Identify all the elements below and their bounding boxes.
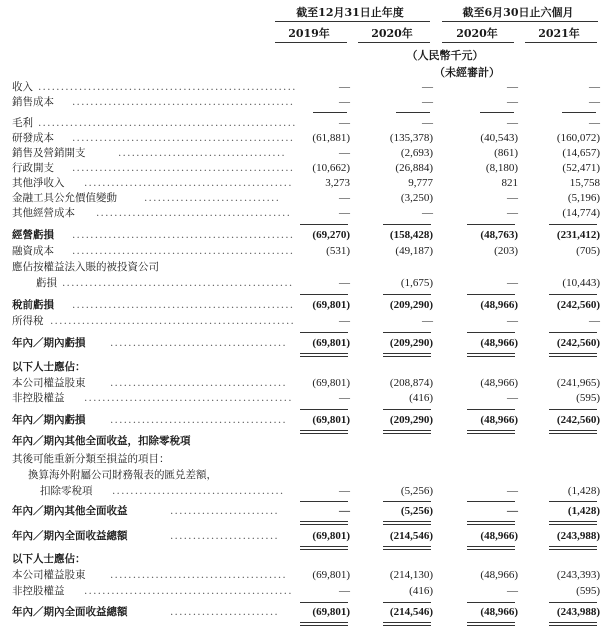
total-double-rule	[383, 521, 431, 525]
value-cell: (5,196)	[567, 192, 600, 204]
header-col-rule-1	[275, 42, 347, 43]
row-income-tax	[0, 314, 606, 329]
value-cell: (242,560)	[556, 299, 600, 311]
subtotal-rule	[300, 294, 348, 295]
row-fv-change	[0, 191, 606, 206]
value-cell: (3,250)	[400, 192, 433, 204]
value-cell: (69,270)	[312, 229, 350, 241]
value-cell: —	[422, 207, 433, 219]
leader-dots: ..............................................	[84, 585, 293, 597]
value-cell: (1,428)	[567, 505, 600, 517]
leader-dots: .......................................	[110, 377, 287, 389]
row-admin	[0, 161, 606, 176]
leader-dots: .................................................	[72, 245, 295, 257]
value-cell: —	[339, 207, 350, 219]
row-label: 扣除零稅項	[40, 485, 93, 497]
row-finance-cost	[0, 244, 606, 259]
subtotal-rule	[467, 409, 515, 410]
leader-dots: .......................................	[110, 569, 287, 581]
value-cell: (416)	[409, 585, 433, 597]
total-double-rule	[467, 622, 515, 626]
leader-dots: ..............................................	[84, 392, 293, 404]
value-cell: (1,675)	[400, 277, 433, 289]
row-label: 年內／期內虧損	[12, 337, 86, 349]
value-cell: (14,657)	[562, 147, 600, 159]
header-rule-right	[442, 21, 598, 22]
value-cell: —	[339, 147, 350, 159]
value-cell: (231,412)	[556, 229, 600, 241]
value-cell: —	[507, 277, 518, 289]
row-fx-line2	[0, 484, 606, 499]
value-cell: (243,393)	[556, 569, 600, 581]
total-double-rule	[549, 622, 597, 626]
unit-label: （人民幣千元）	[406, 49, 484, 62]
value-cell: (48,966)	[480, 299, 518, 311]
value-cell: (8,180)	[485, 162, 518, 174]
row-nci	[0, 391, 606, 406]
subtotal-rule	[396, 112, 430, 113]
value-cell: —	[589, 117, 600, 129]
value-cell: —	[507, 585, 518, 597]
value-cell: —	[507, 315, 518, 327]
value-cell: (10,443)	[562, 277, 600, 289]
subtotal-rule	[383, 332, 431, 333]
subtotal-rule	[480, 112, 514, 113]
leader-dots: ......................................	[112, 485, 285, 497]
row-pretax-loss	[0, 298, 606, 313]
header-group-year: 截至12月31日止年度	[296, 6, 404, 19]
value-cell: —	[589, 96, 600, 108]
row-label: 銷售成本	[12, 96, 54, 108]
leader-dots: ..............................................	[84, 177, 293, 189]
row-other-opex	[0, 206, 606, 221]
subtotal-rule	[383, 294, 431, 295]
header-col-2021-half: 2021年	[538, 27, 580, 40]
value-cell: (48,966)	[480, 569, 518, 581]
row-equity-holders	[0, 376, 606, 391]
value-cell: —	[507, 505, 518, 517]
leader-dots: ...................................................	[62, 277, 294, 289]
section-subheading: 其後可能重新分類至損益的項目：	[12, 453, 170, 465]
unaudited-label: （未經審計）	[434, 66, 500, 79]
row-label: 年內／期內虧損	[12, 414, 86, 426]
value-cell: —	[339, 117, 350, 129]
row-equity-invest-line1	[0, 260, 606, 275]
value-cell: (214,546)	[389, 530, 433, 542]
value-cell: (48,763)	[480, 229, 518, 241]
value-cell: (2,693)	[400, 147, 433, 159]
subtotal-rule	[313, 112, 347, 113]
value-cell: —	[422, 117, 433, 129]
row-selling	[0, 146, 606, 161]
subtotal-rule	[383, 501, 431, 502]
value-cell: (40,543)	[480, 132, 518, 144]
value-cell: (861)	[494, 147, 518, 159]
value-cell: (5,256)	[400, 485, 433, 497]
row-label: 融資成本	[12, 245, 54, 257]
value-cell: (5,256)	[400, 505, 433, 517]
value-cell: —	[339, 392, 350, 404]
row-label: 其他淨收入	[12, 177, 65, 189]
value-cell: (69,801)	[312, 414, 350, 426]
row-label: 虧損	[36, 277, 57, 289]
value-cell: —	[339, 585, 350, 597]
subtotal-rule	[300, 409, 348, 410]
header-col-rule-3	[442, 42, 514, 43]
leader-dots: ........................	[170, 530, 279, 542]
row-revenue	[0, 80, 606, 95]
row-gross-profit	[0, 116, 606, 131]
total-double-rule	[467, 521, 515, 525]
leader-dots: ..............................	[144, 192, 281, 204]
value-cell: (214,130)	[389, 569, 433, 581]
value-cell: —	[507, 192, 518, 204]
row-cost-of-sales	[0, 95, 606, 110]
value-cell: (242,560)	[556, 414, 600, 426]
value-cell: (203)	[494, 245, 518, 257]
row-oci-total	[0, 504, 606, 519]
row-tci-total	[0, 529, 606, 544]
total-double-rule	[467, 546, 515, 550]
subtotal-rule	[549, 332, 597, 333]
value-cell: (208,874)	[389, 377, 433, 389]
value-cell: 821	[501, 177, 518, 189]
value-cell: (48,966)	[480, 530, 518, 542]
row-label: 應佔按權益法入賬的被投資公司	[12, 261, 159, 273]
value-cell: —	[339, 315, 350, 327]
value-cell: (69,801)	[312, 377, 350, 389]
value-cell: (48,966)	[480, 414, 518, 426]
value-cell: —	[339, 485, 350, 497]
value-cell: (69,801)	[312, 569, 350, 581]
header-col-rule-4	[525, 42, 597, 43]
row-label: 行政開支	[12, 162, 54, 174]
value-cell: (243,988)	[556, 530, 600, 542]
leader-dots: .................................................	[72, 162, 295, 174]
subtotal-rule	[300, 602, 348, 603]
total-double-rule	[300, 353, 348, 357]
subtotal-rule	[549, 409, 597, 410]
value-cell: —	[339, 505, 350, 517]
row-label: 毛利	[12, 117, 33, 129]
total-double-rule	[383, 546, 431, 550]
leader-dots: .................................................	[72, 229, 295, 241]
row-label: 其他經營成本	[12, 207, 75, 219]
subtotal-rule	[467, 224, 515, 225]
row-label: 金融工具公允價值變動	[12, 192, 117, 204]
subtotal-rule	[549, 602, 597, 603]
total-double-rule	[467, 353, 515, 357]
value-cell: —	[589, 315, 600, 327]
value-cell: (10,662)	[312, 162, 350, 174]
subtotal-rule	[549, 224, 597, 225]
value-cell: (135,378)	[389, 132, 433, 144]
row-equity-holders-2	[0, 568, 606, 583]
subtotal-rule	[562, 112, 596, 113]
value-cell: (209,290)	[389, 337, 433, 349]
leader-dots: .........................................................	[38, 117, 297, 129]
value-cell: 3,273	[325, 177, 350, 189]
row-label: 非控股權益	[12, 585, 65, 597]
leader-dots: .......................................	[110, 337, 287, 349]
value-cell: (209,290)	[389, 299, 433, 311]
value-cell: (52,471)	[562, 162, 600, 174]
value-cell: (242,560)	[556, 337, 600, 349]
value-cell: (48,966)	[480, 337, 518, 349]
value-cell: (69,801)	[312, 606, 350, 618]
value-cell: —	[507, 117, 518, 129]
value-cell: (49,187)	[395, 245, 433, 257]
value-cell: —	[422, 315, 433, 327]
value-cell: (705)	[576, 245, 600, 257]
subtotal-rule	[467, 294, 515, 295]
value-cell: (69,801)	[312, 299, 350, 311]
value-cell: (69,801)	[312, 337, 350, 349]
row-equity-invest-line2	[0, 276, 606, 291]
leader-dots: .................................................	[72, 299, 295, 311]
header-group-halfyear: 截至6月30日止六個月	[462, 6, 574, 19]
row-label: 稅前虧損	[12, 299, 54, 311]
value-cell: (48,966)	[480, 377, 518, 389]
subtotal-rule	[549, 501, 597, 502]
value-cell: 15,758	[569, 177, 600, 189]
value-cell: (158,428)	[389, 229, 433, 241]
row-attributable-heading	[0, 360, 606, 375]
subtotal-rule	[383, 224, 431, 225]
row-other-income	[0, 176, 606, 191]
header-col-2020-year: 2020年	[371, 27, 413, 40]
row-op-loss	[0, 228, 606, 243]
leader-dots: .....................................	[118, 147, 286, 159]
row-label: 年內／期內全面收益總額	[12, 530, 128, 542]
row-period-loss-2	[0, 413, 606, 428]
header-col-2019: 2019年	[288, 27, 330, 40]
row-label: 所得稅	[12, 315, 44, 327]
leader-dots: ...........................................	[96, 207, 292, 219]
value-cell: (48,966)	[480, 606, 518, 618]
row-nci-2	[0, 584, 606, 599]
row-label: 收入	[12, 81, 33, 93]
total-double-rule	[549, 353, 597, 357]
leader-dots: .......................................	[110, 414, 287, 426]
leader-dots: .................................................	[72, 96, 295, 108]
row-label: 研發成本	[12, 132, 54, 144]
value-cell: —	[339, 96, 350, 108]
subtotal-rule	[300, 501, 348, 502]
value-cell: (595)	[576, 585, 600, 597]
row-label: 經營虧損	[12, 229, 54, 241]
value-cell: —	[507, 485, 518, 497]
section-heading: 年內／期內其他全面收益，扣除零稅項	[12, 435, 191, 447]
total-double-rule	[383, 622, 431, 626]
subtotal-rule	[467, 602, 515, 603]
value-cell: (241,965)	[556, 377, 600, 389]
leader-dots: .........................................................	[38, 81, 297, 93]
total-double-rule	[549, 546, 597, 550]
value-cell: (61,881)	[312, 132, 350, 144]
value-cell: (69,801)	[312, 530, 350, 542]
subtotal-rule	[383, 409, 431, 410]
value-cell: (209,290)	[389, 414, 433, 426]
value-cell: —	[422, 81, 433, 93]
total-double-rule	[549, 521, 597, 525]
row-fx-line1	[0, 468, 606, 483]
leader-dots: ........................	[170, 505, 279, 517]
subtotal-rule	[549, 294, 597, 295]
value-cell: (595)	[576, 392, 600, 404]
total-double-rule	[300, 521, 348, 525]
value-cell: —	[339, 277, 350, 289]
total-double-rule	[300, 622, 348, 626]
row-label: 銷售及營銷開支	[12, 147, 86, 159]
row-label: 年內／期內其他全面收益	[12, 505, 128, 517]
subtotal-rule	[300, 332, 348, 333]
section-heading: 以下人士應佔：	[12, 553, 86, 565]
subtotal-rule	[467, 332, 515, 333]
value-cell: (26,884)	[395, 162, 433, 174]
leader-dots: ........................	[170, 606, 279, 618]
row-attributable-heading-2	[0, 552, 606, 567]
header-rule-left	[275, 21, 430, 22]
row-tci-total-2	[0, 605, 606, 620]
row-label: 非控股權益	[12, 392, 65, 404]
header-col-2020-half: 2020年	[456, 27, 498, 40]
value-cell: —	[507, 392, 518, 404]
header-col-rule-2	[358, 42, 430, 43]
total-double-rule	[300, 546, 348, 550]
value-cell: (416)	[409, 392, 433, 404]
row-label: 本公司權益股東	[12, 569, 86, 581]
value-cell: —	[422, 96, 433, 108]
subtotal-rule	[383, 602, 431, 603]
row-rnd	[0, 131, 606, 146]
value-cell: —	[339, 192, 350, 204]
value-cell: 9,777	[408, 177, 433, 189]
leader-dots: ......................................................	[50, 315, 296, 327]
value-cell: —	[589, 81, 600, 93]
row-label: 年內／期內全面收益總額	[12, 606, 128, 618]
value-cell: (14,774)	[562, 207, 600, 219]
value-cell: (214,546)	[389, 606, 433, 618]
value-cell: (243,988)	[556, 606, 600, 618]
value-cell: —	[507, 96, 518, 108]
value-cell: (531)	[326, 245, 350, 257]
row-label: 本公司權益股東	[12, 377, 86, 389]
value-cell: (1,428)	[567, 485, 600, 497]
subtotal-rule	[467, 501, 515, 502]
value-cell: (160,072)	[556, 132, 600, 144]
subtotal-rule	[300, 224, 348, 225]
row-period-loss	[0, 336, 606, 351]
value-cell: —	[507, 207, 518, 219]
row-label: 換算海外附屬公司財務報表的匯兑差額，	[28, 469, 217, 481]
section-heading: 以下人士應佔：	[12, 361, 86, 373]
total-double-rule	[383, 353, 431, 357]
value-cell: —	[507, 81, 518, 93]
value-cell: —	[339, 81, 350, 93]
leader-dots: .................................................	[72, 132, 295, 144]
row-reclass-heading	[0, 452, 606, 467]
row-oci-heading	[0, 434, 606, 449]
